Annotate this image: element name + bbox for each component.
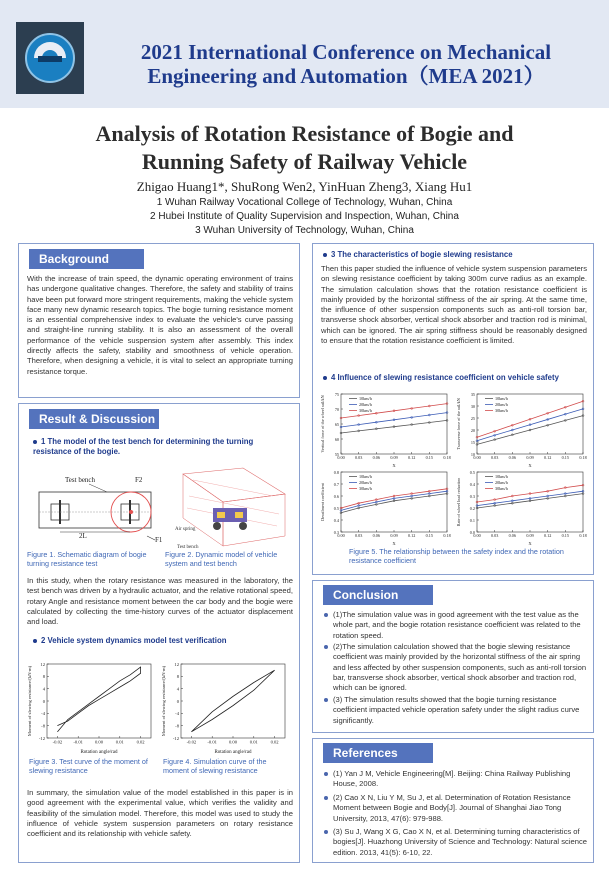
chart52-series-line-1 xyxy=(477,416,583,445)
affiliation-2: 2 Hubei Institute of Quality Supervision and Inspection, Wuhan, China xyxy=(150,211,459,222)
author-list: Zhigao Huang1*, ShuRong Wen2, YinHuan Zheng3, Xiang Hu1 xyxy=(136,179,473,194)
chart4-xtick-label: 0.00 xyxy=(228,739,238,745)
chart51-xtick-label: 0.12 xyxy=(408,455,416,461)
chart4-ytick-label: 0 xyxy=(176,698,179,704)
chart52-xtick-label: 0.06 xyxy=(508,455,516,461)
chart52-xtick-label: 0.03 xyxy=(491,455,499,461)
chart54-xtick-label: 0.15 xyxy=(561,533,569,539)
chart54-xlabel: X xyxy=(528,541,532,546)
chart51-legend-label: 30km/h xyxy=(359,408,372,413)
chart51-xtick-label: 0.00 xyxy=(337,455,345,461)
chart3-xtick-label: 0.00 xyxy=(94,739,104,745)
chart51-xtick-label: 0.18 xyxy=(443,455,451,461)
affiliation-1: 1 Wuhan Railway Vocational College of Technology, Wuhan, China xyxy=(156,197,453,208)
chart52-xtick-label: 0.12 xyxy=(544,455,552,461)
chart54-ytick-label: 0.1 xyxy=(469,517,475,523)
chart54-xtick-label: 0.09 xyxy=(526,533,534,539)
figure-1-caption: Figure 1. Schematic diagram of bogie turning resistance test xyxy=(27,550,147,568)
paper-title-line1: Analysis of Rotation Resistance of Bogie and xyxy=(95,121,514,146)
chart54-ytick-label: 0.5 xyxy=(469,469,475,475)
conference-logo-icon xyxy=(16,22,84,94)
chart53-xtick-label: 0.03 xyxy=(355,533,363,539)
fig2-label-air-spring: Air spring xyxy=(175,527,196,532)
chart53-xlabel: X xyxy=(392,541,396,546)
chart4-ytick-label: 8 xyxy=(176,674,179,680)
figure-4-caption: Figure 4. Simulation curve of the moment of slewing resistance xyxy=(163,757,267,775)
figure-2-3d-model xyxy=(173,466,293,552)
conclusion-item-2: (2)The simulation calculation showed that the bogie slewing resistance coefficient was mainly provided by the horizontal stiffness of the air spring and less affected by other suspension components, such as anti-roll torsion bar, transverse shock absorber, vertical shock absorber and traction rod, which can be ignored. xyxy=(333,642,589,693)
chart53-series-line-1 xyxy=(341,494,447,513)
chart52-ytick-label: 15 xyxy=(470,439,475,445)
chart3-ytick-label: 4 xyxy=(42,686,45,692)
chart53-legend-label: 20km/h xyxy=(359,480,372,485)
bullet-dot-icon xyxy=(324,698,328,702)
chart53-legend-label: 10km/h xyxy=(359,474,372,479)
chart4-ytick-label: 12 xyxy=(174,661,179,667)
references-heading: References xyxy=(323,743,433,763)
conference-title-line2: Engineering and Automation（MEA 2021） xyxy=(147,64,545,88)
chart51-ytick-label: 55 xyxy=(334,451,339,457)
fig1-label-f2: F2 xyxy=(135,476,143,484)
figure-5-caption: Figure 5. The relationship between the safety index and the rotation resistance coefficient xyxy=(349,547,564,565)
conference-title xyxy=(96,40,596,88)
chart3-ytick-label: 0 xyxy=(42,698,45,704)
chart52-xtick-label: 0.18 xyxy=(579,455,587,461)
chart4-ytick-label: -4 xyxy=(175,711,179,717)
chart4-ylabel: Moment of slewing resistance/(kN·m) xyxy=(161,665,166,737)
chart3-ylabel: Moment of slewing resistance/(kN·m) xyxy=(27,665,32,737)
chart4-xtick-label: -0.01 xyxy=(207,739,217,745)
chart54-xtick-label: 0.18 xyxy=(579,533,587,539)
reference-item-3: (3) Su J, Wang X G, Cao X N, et al. Determining turning characteristics of bogies[J]. Huazhong University of Science and Technology: Natural science edition. 2013, 41(5): 6-10, 22. xyxy=(333,827,589,858)
chart51-plot-frame xyxy=(341,394,447,454)
results-subheading-1: 1 The model of the test bench for determining the turning resistance of the bogie. xyxy=(33,437,254,456)
chart3-series-line-1 xyxy=(57,667,140,732)
chart4-xtick-label: -0.02 xyxy=(186,739,197,745)
reference-item-2: (2) Cao X N, Liu Y M, Su J, et al. Determination of Rotation Resistance Moment between Bogie and Body[J]. Journal of Shanghai Jiao Tong University, 2013, 47(6): 979-988. xyxy=(333,793,589,824)
bullet-dot-icon xyxy=(324,830,328,834)
results-heading: Result & Discussion xyxy=(29,409,159,429)
characteristics-subheading-3: 3 The characteristics of bogie slewing resistance xyxy=(323,250,583,260)
chart54-legend-label: 30km/h xyxy=(495,486,508,491)
poster-header xyxy=(0,0,609,108)
chart51-ytick-label: 65 xyxy=(334,421,339,427)
chart54-series-line-1 xyxy=(477,494,583,508)
chart4-series-line-1 xyxy=(191,670,274,732)
chart3-xlabel: Rotation angle/rad xyxy=(80,750,118,754)
figure-5d-chart xyxy=(455,468,589,546)
chart54-ytick-label: 0.3 xyxy=(469,493,475,499)
chart51-series-line-1 xyxy=(341,420,447,433)
chart52-ytick-label: 10 xyxy=(470,451,475,457)
chart53-xtick-label: 0.18 xyxy=(443,533,451,539)
chart4-xtick-label: 0.02 xyxy=(270,739,279,745)
chart54-legend-label: 20km/h xyxy=(495,480,508,485)
conference-title-line1: 2021 International Conference on Mechanical xyxy=(140,40,552,64)
chart4-ytick-label: -8 xyxy=(175,723,179,729)
chart53-ytick-label: 0.8 xyxy=(333,469,339,475)
chart51-xtick-label: 0.06 xyxy=(372,455,380,461)
chart52-legend-label: 30km/h xyxy=(495,408,508,413)
chart51-xtick-label: 0.15 xyxy=(425,455,433,461)
conclusion-item-1: (1)The simulation value was in good agreement with the test value as the whole part, and the bogie rotation resistance coefficient was related to the rotation speed. xyxy=(333,610,589,641)
figure-5b-chart xyxy=(455,390,589,468)
fig1-label-test-bench: Test bench xyxy=(65,476,96,484)
chart53-ylabel: Derailment coefficient xyxy=(320,483,325,521)
results-subheading-2: 2 Vehicle system dynamics model test verification xyxy=(33,636,293,646)
chart53-ytick-label: 0.3 xyxy=(333,529,339,535)
results-paragraph-2: In summary, the simulation value of the model established in this paper is in good agreement with the experimental value, which verifies the validity and feasibility of the simulation model. Therefore, this model was used to study the influence of vehicle system suspension parameters on rotary resistance coefficient and its relationship with vehicle safety. xyxy=(27,788,293,839)
chart3-xtick-label: 0.01 xyxy=(115,739,124,745)
chart52-xtick-label: 0.15 xyxy=(561,455,569,461)
chart54-xtick-label: 0.00 xyxy=(473,533,481,539)
paper-title xyxy=(0,120,609,176)
chart53-ytick-label: 0.6 xyxy=(333,493,339,499)
figure-2-caption: Figure 2. Dynamic model of vehicle system and test bench xyxy=(165,550,278,568)
chart54-ylabel: Rate of wheel load reduction xyxy=(456,477,461,527)
affiliation-3: 3 Wuhan University of Technology, Wuhan, China xyxy=(195,225,414,236)
chart52-legend-label: 10km/h xyxy=(495,396,508,401)
chart52-ytick-label: 30 xyxy=(470,403,475,409)
conclusion-item-3: (3) The simulation results showed that the bogie turning resistance coefficient impacted vehicle operation safety under the slight radius curve significantly. xyxy=(333,695,589,726)
chart52-ylabel: Transverse force of the rail/kN xyxy=(456,398,461,450)
bullet-dot-icon xyxy=(324,613,328,617)
chart54-ytick-label: 0.2 xyxy=(469,505,475,511)
chart51-ytick-label: 60 xyxy=(334,436,339,442)
results-paragraph-1: In this study, when the rotary resistance was measured in the laboratory, the test bench was driven by a hydraulic actuator, and the relative rotational speed, rotary Angle and resistance moment between the car body and the bogie were calculated by collecting the time-history curves of the actuator displacement and load. xyxy=(27,576,293,627)
figure-5c-chart xyxy=(319,468,453,546)
conclusion-heading: Conclusion xyxy=(323,585,433,605)
chart54-xtick-label: 0.03 xyxy=(491,533,499,539)
chart3-ytick-label: -12 xyxy=(38,735,45,741)
chart53-ytick-label: 0.4 xyxy=(333,517,339,523)
fig1-label-2l: 2L xyxy=(79,532,87,540)
chart51-legend-label: 20km/h xyxy=(359,402,372,407)
chart53-xtick-label: 0.09 xyxy=(390,533,398,539)
chart54-xtick-label: 0.06 xyxy=(508,533,516,539)
bullet-dot-icon xyxy=(324,645,328,649)
conclusion-panel xyxy=(312,580,594,733)
chart53-xtick-label: 0.12 xyxy=(408,533,416,539)
chart51-legend-label: 10km/h xyxy=(359,396,372,401)
chart52-xlabel: X xyxy=(528,463,532,468)
chart52-ytick-label: 35 xyxy=(470,391,475,397)
chart51-xtick-label: 0.03 xyxy=(355,455,363,461)
fig2-label-test-bench: Test bench xyxy=(177,545,199,550)
figure-5a-chart xyxy=(319,390,453,468)
chart51-series-line-2 xyxy=(341,413,447,427)
chart4-ytick-label: -12 xyxy=(172,735,179,741)
chart53-ytick-label: 0.5 xyxy=(333,505,339,511)
chart3-xtick-label: -0.02 xyxy=(52,739,63,745)
chart54-ytick-label: 0.0 xyxy=(469,529,475,535)
chart52-xtick-label: 0.09 xyxy=(526,455,534,461)
chart52-legend-label: 20km/h xyxy=(495,402,508,407)
chart52-plot-frame xyxy=(477,394,583,454)
chart3-ytick-label: 8 xyxy=(42,674,45,680)
chart51-xtick-label: 0.09 xyxy=(390,455,398,461)
chart54-legend-label: 10km/h xyxy=(495,474,508,479)
chart3-ytick-label: 12 xyxy=(40,661,45,667)
chart53-legend-label: 30km/h xyxy=(359,486,372,491)
chart52-series-line-3 xyxy=(477,401,583,437)
chart3-xtick-label: -0.01 xyxy=(73,739,83,745)
chart3-plot-frame xyxy=(47,664,151,738)
figure-1-schematic xyxy=(27,468,167,550)
fig1-label-f1: F1 xyxy=(155,536,163,544)
bullet-dot-icon xyxy=(323,376,327,380)
bullet-dot-icon xyxy=(33,639,37,643)
chart52-ytick-label: 25 xyxy=(470,415,475,421)
chart51-ylabel: Vertical force of the wheel rail/kN xyxy=(320,395,325,453)
characteristics-panel xyxy=(312,243,594,575)
bullet-dot-icon xyxy=(323,253,327,257)
chart53-ytick-label: 0.7 xyxy=(333,481,339,487)
bullet-dot-icon xyxy=(33,440,37,444)
figure-4-chart xyxy=(159,658,291,754)
reference-item-1: (1) Yan J M, Vehicle Engineering[M]. Beijing: China Railway Publishing House, 2008. xyxy=(333,769,589,790)
chart53-xtick-label: 0.15 xyxy=(425,533,433,539)
chart4-xtick-label: 0.01 xyxy=(249,739,258,745)
chart3-ytick-label: -8 xyxy=(41,723,45,729)
chart3-ytick-label: -4 xyxy=(41,711,45,717)
chart51-ytick-label: 70 xyxy=(334,406,339,412)
chart54-xtick-label: 0.12 xyxy=(544,533,552,539)
references-panel xyxy=(312,738,594,863)
chart51-ytick-label: 75 xyxy=(334,391,339,397)
chart4-ytick-label: 4 xyxy=(176,686,179,692)
chart52-series-line-2 xyxy=(477,409,583,441)
figure-3-caption: Figure 3. Test curve of the moment of slewing resistance xyxy=(29,757,148,775)
bullet-dot-icon xyxy=(324,772,328,776)
chart3-xtick-label: 0.02 xyxy=(136,739,145,745)
results-panel xyxy=(18,403,300,863)
chart4-xlabel: Rotation angle/rad xyxy=(214,750,252,754)
paper-title-line2: Running Safety of Railway Vehicle xyxy=(141,149,468,174)
characteristics-subheading-4: 4 Influence of slewing resistance coefficient on vehicle safety xyxy=(323,373,589,383)
chart52-ytick-label: 20 xyxy=(470,427,475,433)
characteristics-text: Then this paper studied the influence of vehicle system suspension parameters on slewing resistance coefficient by taking 300m curve radius as an example. The simulation calculation shows that the rotation resistance coefficient is mainly provided by the horizontal stiffness of the air spring. At the same time, the influence of other suspension components such as anti-roll torsion bar, transverse shock absorber, vertical shock absorber and traction rod is minimal, which can be ignored. The air spring stiffness should be reasonably designed to ensure that the rotation resistance coefficient is limited. xyxy=(321,264,587,346)
chart53-xtick-label: 0.06 xyxy=(372,533,380,539)
background-heading: Background xyxy=(29,249,144,269)
bullet-dot-icon xyxy=(324,796,328,800)
chart52-xtick-label: 0.00 xyxy=(473,455,481,461)
chart51-xlabel: X xyxy=(392,463,396,468)
background-text: With the increase of train speed, the dynamic operating environment of trains has undergone qualitative changes. Therefore, the safety and stability of trains have been put forward more stringent requirements, making the vehicle system face many new dynamic research topics. The bogie turning resistance moment is an essential comprehensive index to evaluate the vehicle's curve passing and straight-line running stability. It is also an assessment of the overall performance of the vehicle suspension system after assembly. This index directly affects the safety, stability and smoothness of vehicle operation. Therefore, when designing a vehicle, it is vital to select an appropriate turning resistance torque. xyxy=(27,274,293,376)
chart54-ytick-label: 0.4 xyxy=(469,481,475,487)
background-panel xyxy=(18,243,300,398)
figure-3-chart xyxy=(25,658,157,754)
chart53-xtick-label: 0.00 xyxy=(337,533,345,539)
